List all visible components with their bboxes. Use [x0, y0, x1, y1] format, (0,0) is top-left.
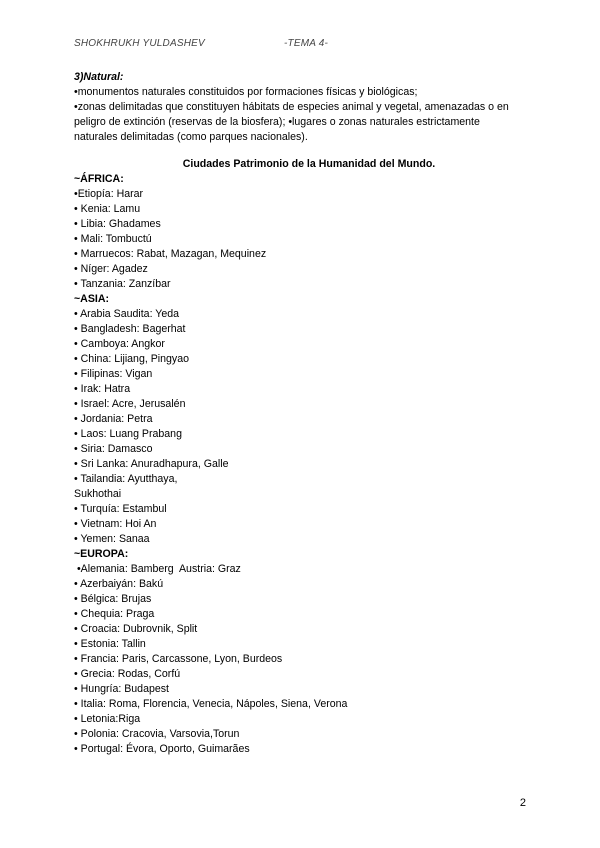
- natural-line: •monumentos naturales constituidos por formaciones físicas y biológicas;: [74, 86, 418, 98]
- page-number: 2: [519, 797, 526, 809]
- list-item: • Marruecos: Rabat, Mazagan, Mequinez: [74, 248, 267, 260]
- africa-list: [74, 187, 544, 292]
- list-item: • Grecia: Rodas, Corfú: [74, 668, 181, 680]
- header-tema: -TEMA 4-: [284, 38, 329, 49]
- natural-title: 3)Natural:: [74, 71, 124, 83]
- list-item: • Tanzania: Zanzíbar: [74, 278, 171, 290]
- list-item: • Croacia: Dubrovnik, Split: [74, 623, 198, 635]
- list-item: • Jordania: Petra: [74, 413, 153, 425]
- list-item: Sukhothai: [74, 488, 122, 500]
- list-item: • Estonia: Tallin: [74, 638, 146, 650]
- list-item: •Etiopía: Harar: [74, 188, 144, 200]
- list-item: • Siria: Damasco: [74, 443, 153, 455]
- list-item: • Letonia:Riga: [74, 713, 141, 725]
- list-item: • Azerbaiyán: Bakú: [74, 578, 164, 590]
- list-item: • Sri Lanka: Anuradhapura, Galle: [74, 458, 229, 470]
- natural-paragraph: [74, 85, 544, 145]
- europa-title: ~EUROPA:: [74, 548, 129, 560]
- europa-list: [74, 562, 544, 757]
- list-item: • Portugal: Évora, Oporto, Guimarães: [74, 743, 250, 755]
- list-item: • Bangladesh: Bagerhat: [74, 323, 186, 335]
- list-item: • Vietnam: Hoi An: [74, 518, 157, 530]
- list-item: • Níger: Agadez: [74, 263, 148, 275]
- list-item: • Libia: Ghadames: [74, 218, 161, 230]
- list-item: • Yemen: Sanaa: [74, 533, 150, 545]
- list-item: • Laos: Luang Prabang: [74, 428, 182, 440]
- asia-title: ~ASIA:: [74, 293, 110, 305]
- list-item: • Hungría: Budapest: [74, 683, 169, 695]
- list-item: • Polonia: Cracovia, Varsovia,Torun: [74, 728, 240, 740]
- main-title: Ciudades Patrimonio de la Humanidad del Mundo.: [182, 158, 436, 170]
- list-item: • Bélgica: Brujas: [74, 593, 152, 605]
- page-content: [74, 70, 544, 757]
- list-item: • Italia: Roma, Florencia, Venecia, Nápoles, Siena, Verona: [74, 698, 348, 710]
- header-author: SHOKHRUKH YULDASHEV: [74, 38, 205, 49]
- list-item: • Tailandia: Ayutthaya,: [74, 473, 178, 485]
- list-item: • Mali: Tombuctú: [74, 233, 152, 245]
- list-item: • Kenia: Lamu: [74, 203, 141, 215]
- list-item: • Francia: Paris, Carcassone, Lyon, Burdeos: [74, 653, 283, 665]
- list-item: • Israel: Acre, Jerusalén: [74, 398, 186, 410]
- list-item: • Turquía: Estambul: [74, 503, 167, 515]
- list-item: • Camboya: Angkor: [74, 338, 165, 350]
- natural-line: naturales delimitadas (como parques nacionales).: [74, 131, 308, 143]
- asia-list: [74, 307, 544, 547]
- list-item: •Alemania: Bamberg Austria: Graz: [74, 563, 241, 575]
- africa-title: ~ÁFRICA:: [74, 173, 124, 185]
- list-item: • Filipinas: Vigan: [74, 368, 153, 380]
- natural-line: •zonas delimitadas que constituyen hábitats de especies animal y vegetal, amenazadas o en: [74, 101, 509, 113]
- list-item: • Arabia Saudita: Yeda: [74, 308, 180, 320]
- list-item: • Irak: Hatra: [74, 383, 131, 395]
- list-item: • Chequia: Praga: [74, 608, 155, 620]
- list-item: • China: Lijiang, Pingyao: [74, 353, 190, 365]
- natural-line: peligro de extinción (reservas de la biosfera); •lugares o zonas naturales estrictamente: [74, 116, 480, 128]
